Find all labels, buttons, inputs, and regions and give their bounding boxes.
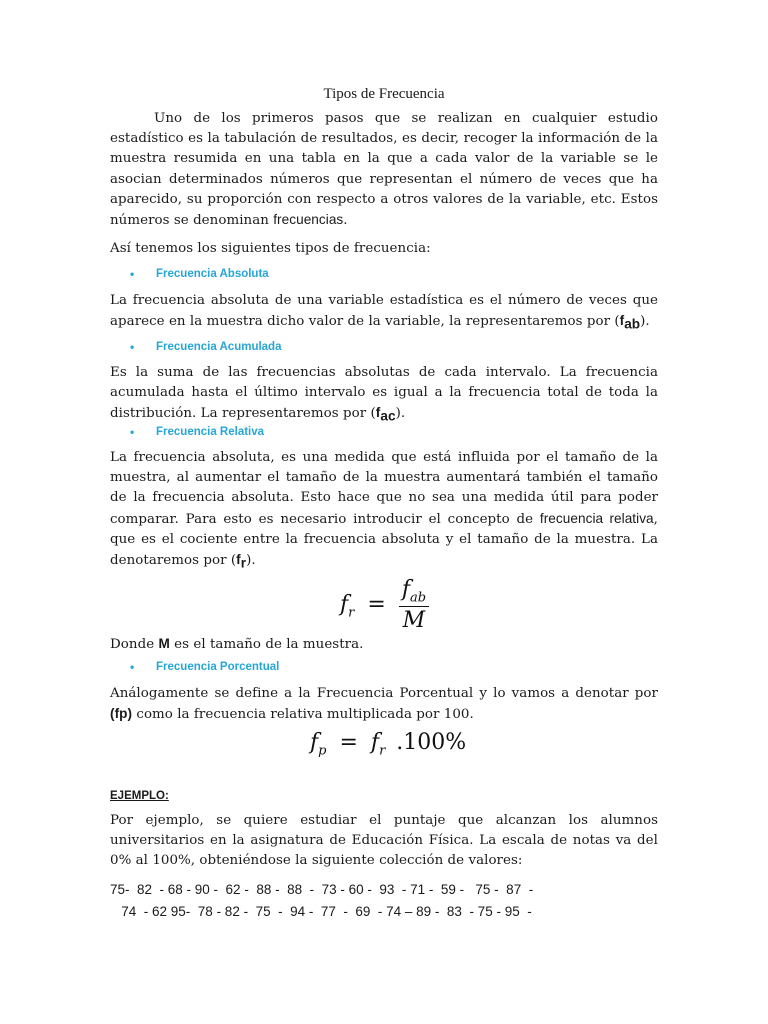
formula-porcentual-lhs: f [310,730,319,755]
values-line-1: 75- 82 - 68 - 90 - 62 - 88 - 88 - 73 - 60 - 93 - 71 - 59 - 75 - 87 - [110,882,534,897]
porcentual-text1: Análogamente se define a la Frecuencia Porcentual y lo vamos a denotar por [110,686,658,701]
formula-relativa-num-sub: ab [409,590,427,606]
page-title: Tipos de Frecuencia [323,86,445,102]
formula-porcentual-tail: .100% [396,730,467,755]
formula-relativa-eq: = [367,592,386,618]
porcentual-term: (fp) [110,706,133,722]
formula-porcentual [310,730,466,758]
acumulada-end: ). [395,406,406,422]
formula-porcentual-rhs-sub: r [379,743,386,759]
donde-paragraph [110,634,658,655]
bullet-icon: • [130,660,135,674]
relativa-text1: La frecuencia absoluta, es una medida que está influida por el tamaño de la muestra, al aumentar el tamaño de la muestra aumentará también el tamaño de la frecuencia absoluta. Esto hace que no sea una medida útil para poder comparar. Para esto es necesario introducir el concepto de [110,450,658,527]
acumulada-symbol: f [375,405,381,421]
heading-relativa [130,425,264,439]
formula-porcentual-eq: = [339,730,358,755]
absoluta-sub: ab [624,316,641,332]
bullet-icon: • [130,267,135,281]
formula-porcentual-rhs: f [370,730,380,755]
formula-relativa-denominator: M [402,608,426,634]
acumulada-text: Es la suma de las frecuencias absolutas de cada intervalo. La frecuencia acumulada hasta el último intervalo es igual a la frecuencia total de toda la distribución. La representaremos por ( [110,365,658,422]
relativa-term: frecuencia relativa [539,510,654,526]
heading-porcentual [130,660,279,674]
heading-porcentual-label: Frecuencia Porcentual [156,661,280,673]
formula-relativa [340,577,429,633]
relativa-symbol: f [236,552,241,568]
heading-acumulada [130,340,281,354]
acumulada-sub: ac [380,409,396,425]
heading-absoluta-label: Frecuencia Absoluta [156,268,269,280]
intro-text: Uno de los primeros pasos que se realizan en cualquier estudio estadístico es la tabulación de resultados, es decir, recoger la información de la muestra resumida en una tabla en la que a cada valor de la variable se le asocian determinados números que representan el número de veces que ha aparecido, su proporción con respecto a otros valores de la variable, etc. Estos números se denominan [110,111,658,229]
relativa-paragraph [110,448,658,574]
absoluta-end: ). [640,314,650,330]
donde-m: M [158,636,170,651]
relativa-sub: r [240,555,247,571]
donde-a: Donde [110,637,159,652]
intro-term: frecuencias [273,212,344,228]
formula-porcentual-lhs-sub: p [318,743,327,759]
heading-absoluta [130,267,269,281]
relativa-end: ). [246,553,256,569]
absoluta-text: La frecuencia absoluta de una variable estadística es el número de veces que aparece en la muestra dicho valor de la variable, la representaremos por ( [110,293,658,330]
types-intro: Así tenemos los siguientes tipos de frecuencia: [110,241,431,256]
heading-acumulada-label: Frecuencia Acumulada [156,341,282,353]
porcentual-text2: como la frecuencia relativa multiplicada por 100. [132,707,474,723]
absoluta-symbol: f [619,313,625,329]
heading-relativa-label: Frecuencia Relativa [156,426,265,438]
bullet-icon: • [130,340,135,354]
absoluta-paragraph [110,291,658,335]
values-line-2: 74 - 62 95- 78 - 82 - 75 - 94 - 77 - 69 - 74 – 89 - 83 - 75 - 95 - [110,904,532,919]
ejemplo-heading: EJEMPLO: [110,790,169,802]
acumulada-paragraph [110,363,658,427]
formula-relativa-lhs: f [340,592,349,618]
ejemplo-paragraph: Por ejemplo, se quiere estudiar el puntaje que alcanzan los alumnos universitarios en la asignatura de Educación Física. La escala de notas va del 0% al 100%, obteniéndose la siguiente colección de valores: [110,813,658,869]
bullet-icon: • [130,425,135,439]
formula-relativa-fraction [399,577,429,633]
porcentual-paragraph [110,684,658,725]
intro-end: . [343,213,348,229]
formula-relativa-num: f [401,577,410,602]
formula-relativa-numerator [399,577,429,607]
donde-b: es el tamaño de la muestra. [169,637,364,652]
formula-relativa-lhs-sub: r [348,605,355,621]
relativa-text2: , que es el cociente entre la frecuencia absoluta y el tamaño de la muestra. La denotaremos por ( [110,511,658,569]
intro-paragraph [110,109,658,231]
